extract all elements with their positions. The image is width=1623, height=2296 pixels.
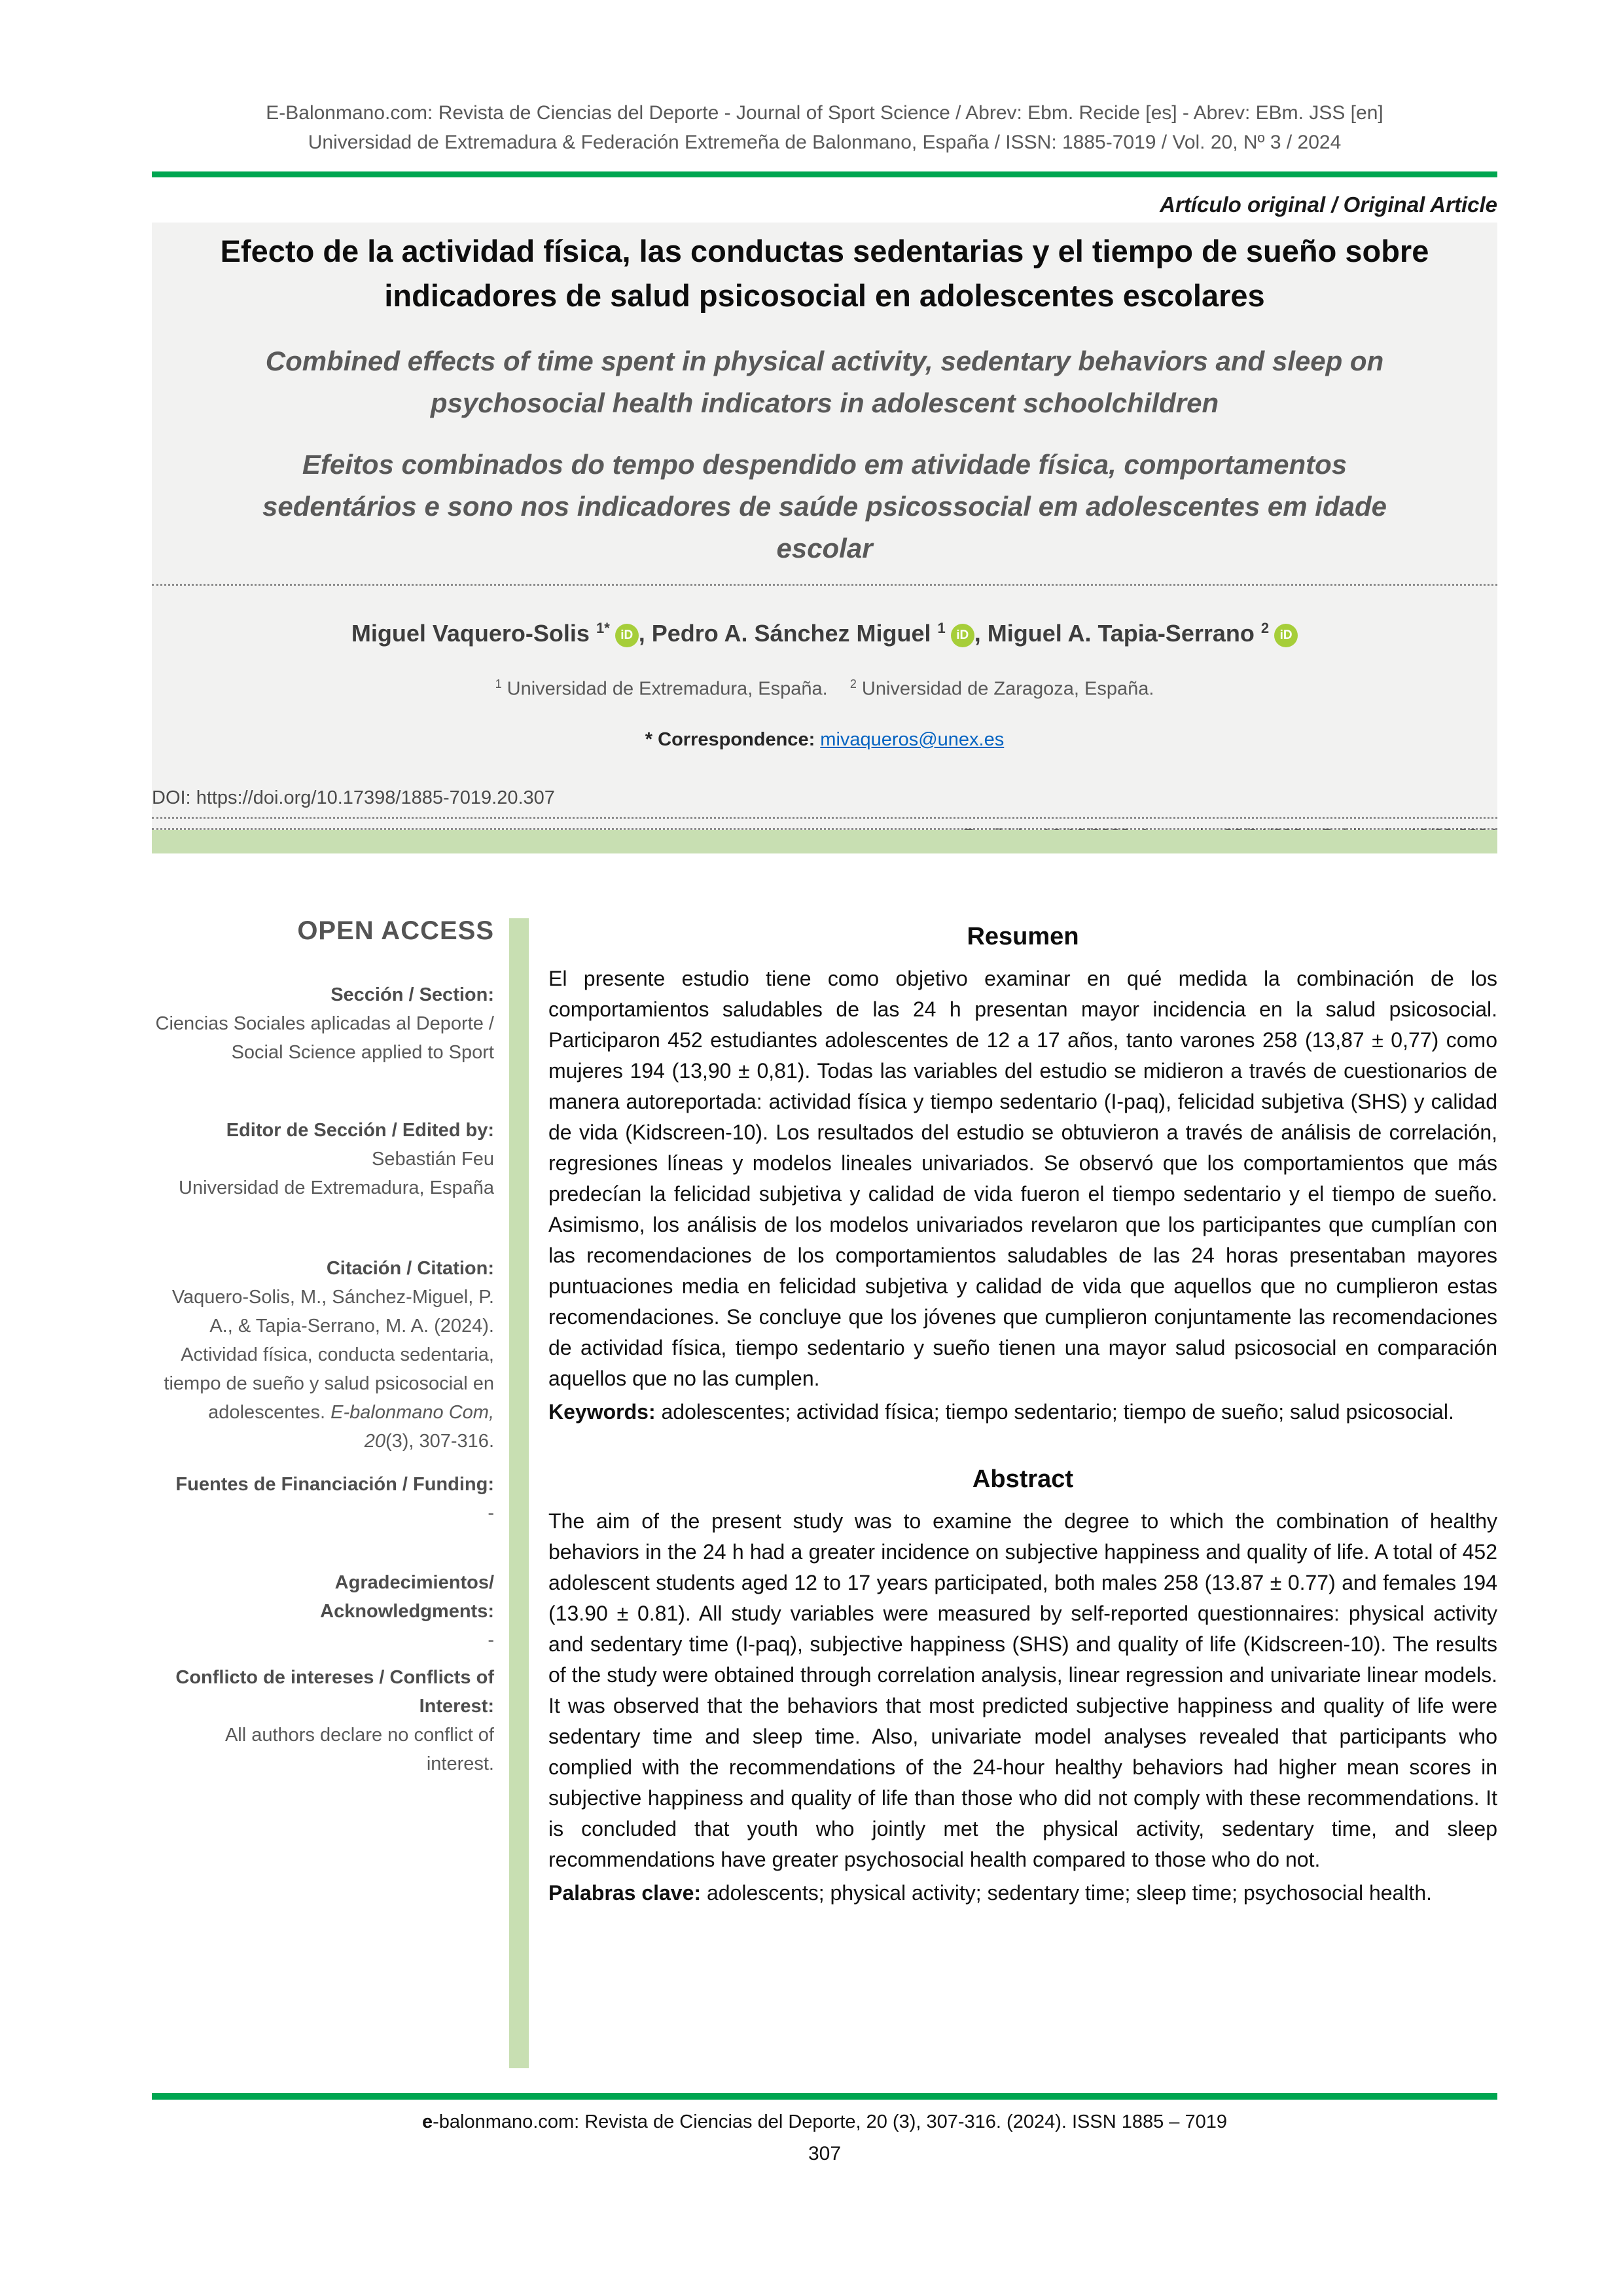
citation-label: Citación / Citation: xyxy=(326,1258,494,1279)
affiliation-sup: 1 xyxy=(495,677,502,691)
citation-pages: (3), 307-316. xyxy=(385,1431,494,1452)
affiliation-text: Universidad de Zaragoza, España. xyxy=(861,678,1154,700)
citation-text xyxy=(154,1283,494,1456)
dotted-divider xyxy=(152,584,1497,586)
correspondence-email-link[interactable]: mivaqueros@unex.es xyxy=(820,728,1005,750)
palabras-clave-label: Palabras clave: xyxy=(548,1881,702,1905)
acknowledgments-label xyxy=(154,1568,494,1626)
citation-journal: E-balonmano Com, 20 xyxy=(330,1402,494,1452)
footer-citation-lead: e xyxy=(421,2111,433,2132)
editor-label: Editor de Sección / Edited by: xyxy=(226,1120,494,1141)
header-green-rule xyxy=(152,171,1497,177)
keywords-line xyxy=(548,1397,1497,1427)
acknowledgments-value: - xyxy=(488,1630,494,1651)
journal-header-line1: E-Balonmano.com: Revista de Ciencias del Deporte - Journal of Sport Science / Abrev: Ebm. Recide [es] - Abrev: EBm. JSS [en] xyxy=(266,102,1383,124)
title-english: Combined effects of time spent in physical activity, sedentary behaviors and sleep on psychosocial health indicators in adolescent schoolchildren xyxy=(265,346,1384,418)
palabras-clave-line xyxy=(548,1878,1497,1909)
open-access-label: OPEN ACCESS xyxy=(297,916,494,945)
palabras-clave-text: adolescents; physical activity; sedentary time; sleep time; psychosocial health. xyxy=(701,1881,1433,1905)
editor-name: Sebastián Feu xyxy=(371,1149,494,1170)
correspondence-label: * Correspondence: xyxy=(645,728,815,750)
metadata-sidebar xyxy=(154,915,494,1778)
author-affiliation-sup: 2 xyxy=(1260,620,1270,636)
title-spanish: Efecto de la actividad física, las conductas sedentarias y el tiempo de sueño sobre indicadores de salud psicosocial en adolescentes escolares xyxy=(220,234,1429,313)
footer-citation xyxy=(152,2111,1497,2133)
acknowledgments-label-line1: Agradecimientos/ xyxy=(334,1572,494,1593)
funding-value: - xyxy=(488,1503,494,1524)
section-label: Sección / Section: xyxy=(330,984,494,1005)
journal-header xyxy=(152,98,1497,157)
author-affiliation-sup: 1 xyxy=(937,620,946,636)
abstract-body: The aim of the present study was to examine the degree to which the combination of healthy behaviors in the 24 h had a greater incidence on subjective happiness and quality of life. A total of 452 adolescent students aged 12 to 17 years participated, both males 258 (13.87 ± 0.77) and females 194 (13.90 ± 0.81). All study variables were measured by self-reported questionnaires: physical activity and sedentary time (I-paq), subjective happiness (SHS) and quality of life (Kidscreen-10). The results of the study were obtained through correlation analysis, linear regression and univariate linear models. It was observed that the behaviors that most predicted subjective happiness and quality of life were sedentary time and sleep time. Also, univariate model analyses revealed that participants who complied with the recommendations of the 24-hour healthy behaviors had higher mean scores in subjective happiness and quality of life than those who did not comply with these recommendations. It is concluded that youth who jointly met the physical activity, sedentary time, and sleep recommendations have greater psychosocial health compared to those who do not. xyxy=(548,1509,1497,1871)
affiliations-line xyxy=(152,677,1497,700)
section-divider-bar xyxy=(152,830,1497,853)
funding-label: Fuentes de Financiación / Funding: xyxy=(175,1474,494,1495)
column-divider-bar xyxy=(509,918,529,2068)
title-block xyxy=(152,223,1497,830)
correspondence-line xyxy=(152,729,1497,751)
editor-affiliation: Universidad de Extremadura, España xyxy=(179,1177,494,1198)
conflicts-label: Conflicto de intereses / Conflicts of Interest: xyxy=(175,1667,494,1717)
abstracts-column xyxy=(548,915,1497,1909)
resumen-body: El presente estudio tiene como objetivo examinar en qué medida la combinación de los comportamientos saludables de las 24 h presentan mayor incidencia en la salud psicosocial. Participaron 452 estudiantes adolescentes de 12 a 17 años, tanto varones 258 (13,87 ± 0,77) como mujeres 194 (13,90 ± 0,81). Todas las variables del estudio se midieron a través de cuestionarios de manera autoreportada: actividad física y tiempo sedentario (I-paq), felicidad subjetiva (SHS) y calidad de vida (Kidscreen-10). Los resultados del estudio se obtuvieron a través de análisis de correlación, regresiones líneas y modelos lineales univariados. Se observó que los comportamientos que más predecían la felicidad subjetiva y calidad de vida fueron el tiempo sedentario y el tiempo de sueño. Asimismo, los análisis de los modelos univariados revelaron que los participantes que cumplían con las recomendaciones de los comportamientos saludables de las 24 horas presentaban mayores puntuaciones media en felicidad subjetiva y calidad de vida que aquellos que no cumplieron estas recomendaciones. Se concluye que los jóvenes que cumplieron conjuntamente las recomendaciones de actividad física, tiempo sedentario y sueño tienen una mayor salud psicosocial en comparación aquellos que no las cumplen. xyxy=(548,967,1497,1390)
author-name: Miguel A. Tapia-Serrano xyxy=(987,620,1255,647)
orcid-icon[interactable]: iD xyxy=(1274,624,1298,647)
section-value: Ciencias Sociales aplicadas al Deporte / Social Science applied to Sport xyxy=(155,1013,494,1063)
author-byline xyxy=(152,620,1497,647)
author-separator: , xyxy=(638,620,652,647)
author-name: Miguel Vaquero-Solis xyxy=(351,620,590,647)
resumen-heading: Resumen xyxy=(967,923,1079,950)
affiliation-text: Universidad de Extremadura, España. xyxy=(507,678,828,700)
orcid-icon[interactable]: iD xyxy=(615,624,639,647)
citation-body: Vaquero-Solis, M., Sánchez-Miguel, P. A., & Tapia-Serrano, M. A. (2024). Actividad física, conducta sedentaria, tiempo de sueño y salud psicosocial en adolescentes. xyxy=(164,1287,494,1423)
page-number: 307 xyxy=(808,2143,842,2164)
footer-green-rule xyxy=(152,2093,1497,2100)
journal-header-line2: Universidad de Extremadura & Federación Extremeña de Balonmano, España / ISSN: 1885-7019 / Vol. 20, Nº 3 / 2024 xyxy=(308,132,1342,153)
orcid-icon[interactable]: iD xyxy=(951,624,974,647)
keywords-text: adolescentes; actividad física; tiempo sedentario; tiempo de sueño; salud psicosocial. xyxy=(655,1400,1454,1424)
keywords-label: Keywords: xyxy=(548,1400,656,1424)
affiliation-sup: 2 xyxy=(849,677,857,691)
author-separator: , xyxy=(974,620,988,647)
acknowledgments-label-line2: Acknowledgments: xyxy=(320,1601,494,1622)
author-name: Pedro A. Sánchez Miguel xyxy=(651,620,931,647)
title-portuguese: Efeitos combinados do tempo despendido em atividade física, comportamentos sedentários e sono nos indicadores de saúde psicossocial em adolescentes em idade escolar xyxy=(262,449,1387,564)
article-type-label: Artículo original / Original Article xyxy=(1160,192,1497,217)
doi-url-link[interactable]: https://doi.org/10.17398/1885-7019.20.307 xyxy=(196,787,555,808)
footer-citation-rest: -balonmano.com: Revista de Ciencias del Deporte, 20 (3), 307-316. (2024). ISSN 1885 – 7019 xyxy=(433,2111,1227,2132)
author-affiliation-sup: 1* xyxy=(596,620,610,636)
doi-line xyxy=(152,787,1497,819)
conflicts-value: All authors declare no conflict of interest. xyxy=(224,1725,494,1774)
doi-label: DOI: xyxy=(152,787,191,808)
abstract-heading: Abstract xyxy=(972,1465,1074,1493)
